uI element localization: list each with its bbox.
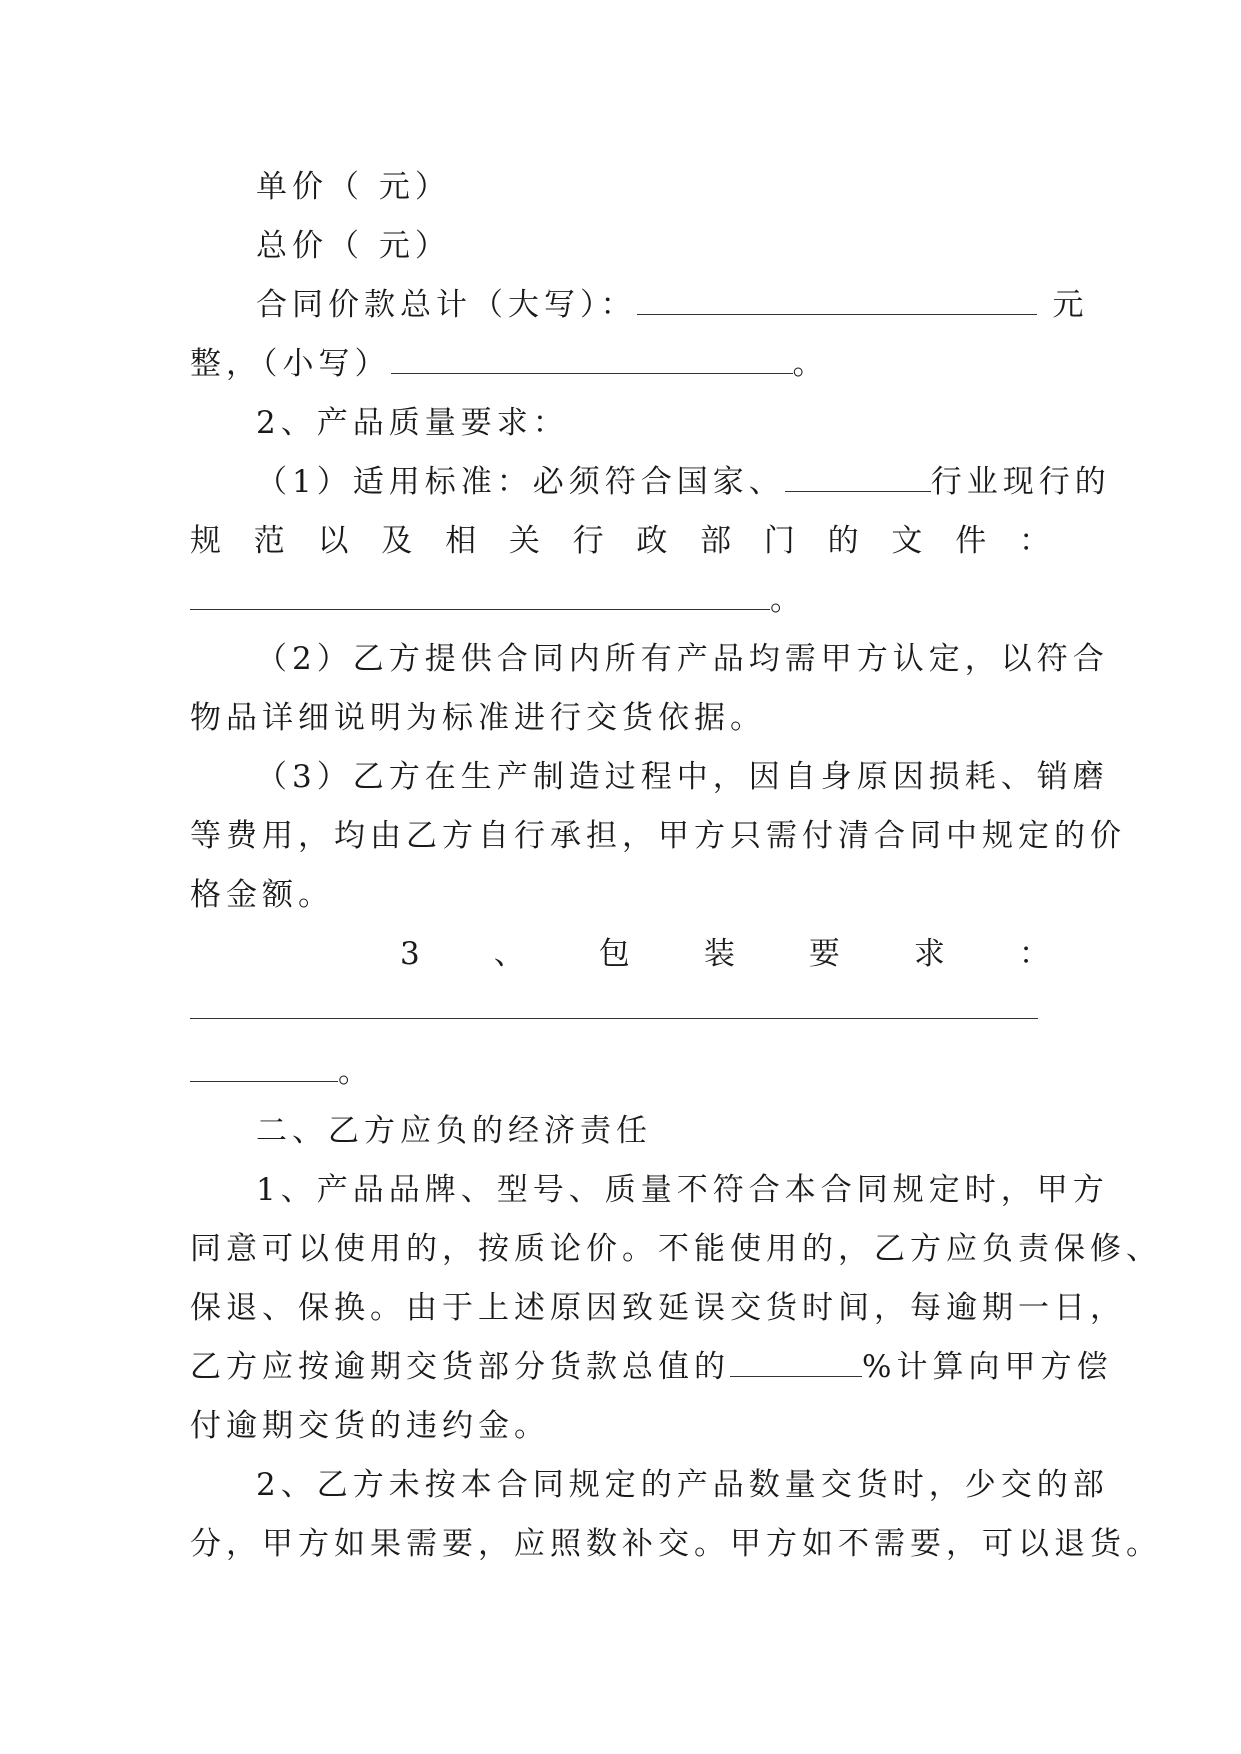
liability-p1-line3: 保退、保换。由于上述原因致延误交货时间，每逾期一日， bbox=[190, 1290, 1126, 1326]
contract-total-unit: 元 bbox=[1052, 287, 1089, 323]
quality-item1-suffix: 行业现行的 bbox=[930, 464, 1111, 500]
liability-p1-line4 bbox=[190, 1347, 1113, 1387]
contract-total-blank[interactable] bbox=[637, 286, 1037, 315]
quality-item1-line2-char: 行 bbox=[572, 523, 604, 559]
small-amount-blank[interactable] bbox=[391, 345, 793, 374]
liability-heading: 二、乙方应负的经济责任 bbox=[256, 1113, 652, 1149]
quality-item1-line2-char: 相 bbox=[445, 523, 477, 559]
quality-item2-line1: （2）乙方提供合同内所有产品均需甲方认定，以符合 bbox=[256, 641, 1109, 677]
quality-item1-line2-char: 及 bbox=[381, 523, 413, 559]
quality-item1-line2-char: 关 bbox=[508, 523, 540, 559]
liability-p2-line1: 2、乙方未按本合同规定的产品数量交货时，少交的部 bbox=[256, 1467, 1109, 1503]
packing-heading-char: 包 bbox=[598, 936, 630, 972]
quality-heading: 2、产品质量要求： bbox=[256, 405, 569, 441]
industry-blank[interactable] bbox=[785, 463, 931, 492]
quality-item1-line2-char: 文 bbox=[891, 523, 923, 559]
quality-item1-line1 bbox=[256, 462, 1116, 502]
unit-price-line: 单价（ 元） bbox=[256, 169, 451, 205]
penalty-percent-blank[interactable] bbox=[730, 1348, 862, 1377]
contract-total-label: 合同价款总计（大写）： bbox=[256, 287, 637, 323]
packing-heading-char: ： bbox=[1018, 936, 1050, 972]
quality-item1-end: 。 bbox=[770, 582, 806, 618]
packing-heading-char: 求 bbox=[913, 936, 945, 972]
quality-item1-label: （1）适用标准：必须符合国家、 bbox=[256, 464, 785, 500]
packing-heading bbox=[400, 934, 1050, 974]
quality-item1-line2-char: 规 bbox=[190, 523, 221, 559]
liability-p1-line4-label: 乙方应按逾期交货部分货款总值的 bbox=[190, 1349, 730, 1385]
packing-blank-line[interactable] bbox=[190, 1018, 1038, 1019]
packing-heading-char: 要 bbox=[808, 936, 840, 972]
packing-heading-char: 3 bbox=[400, 936, 420, 972]
small-amount-label: 整，（小写） bbox=[190, 346, 391, 382]
liability-p1-line1: 1、产品品牌、型号、质量不符合本合同规定时，甲方 bbox=[256, 1172, 1109, 1208]
quality-item1-line2-char: 门 bbox=[763, 523, 795, 559]
quality-item3-line2: 等费用，均由乙方自行承担，甲方只需付清合同中规定的价 bbox=[190, 818, 1126, 854]
quality-item1-line2-char: 部 bbox=[700, 523, 732, 559]
quality-item2-line2: 物品详细说明为标准进行交货依据。 bbox=[190, 700, 766, 736]
liability-p1-line4-suffix: %计算向甲方偿 bbox=[862, 1349, 1113, 1385]
quality-item3-line3: 格金额。 bbox=[190, 877, 334, 913]
packing-end: 。 bbox=[338, 1054, 374, 1090]
total-price-line: 总价（ 元） bbox=[256, 228, 451, 264]
packing-heading-char: 、 bbox=[493, 936, 525, 972]
liability-p2-line2: 分，甲方如果需要，应照数补交。甲方如不需要，可以退货。 bbox=[190, 1526, 1162, 1562]
quality-item1-line3 bbox=[190, 580, 1050, 620]
documents-blank[interactable] bbox=[190, 581, 770, 610]
packing-blank-end-line bbox=[190, 1052, 1050, 1092]
quality-item1-line2-char: 政 bbox=[636, 523, 668, 559]
quality-item1-line2 bbox=[190, 521, 1050, 561]
contract-total-small-line bbox=[190, 344, 1050, 384]
small-amount-end: 。 bbox=[792, 346, 829, 382]
liability-p1-line5: 付逾期交货的违约金。 bbox=[190, 1408, 550, 1444]
quality-item1-line2-char: ： bbox=[1018, 523, 1050, 559]
contract-total-line bbox=[256, 285, 1089, 325]
quality-item1-line2-char: 的 bbox=[827, 523, 859, 559]
liability-p1-line2: 同意可以使用的，按质论价。不能使用的，乙方应负责保修、 bbox=[190, 1231, 1162, 1267]
quality-item1-line2-char: 件 bbox=[955, 523, 987, 559]
packing-heading-char: 装 bbox=[703, 936, 735, 972]
quality-item3-line1: （3）乙方在生产制造过程中，因自身原因损耗、销磨 bbox=[256, 759, 1109, 795]
packing-blank-short[interactable] bbox=[190, 1053, 338, 1082]
quality-item1-line2-char: 范 bbox=[253, 523, 285, 559]
quality-item1-line2-char: 以 bbox=[317, 523, 349, 559]
